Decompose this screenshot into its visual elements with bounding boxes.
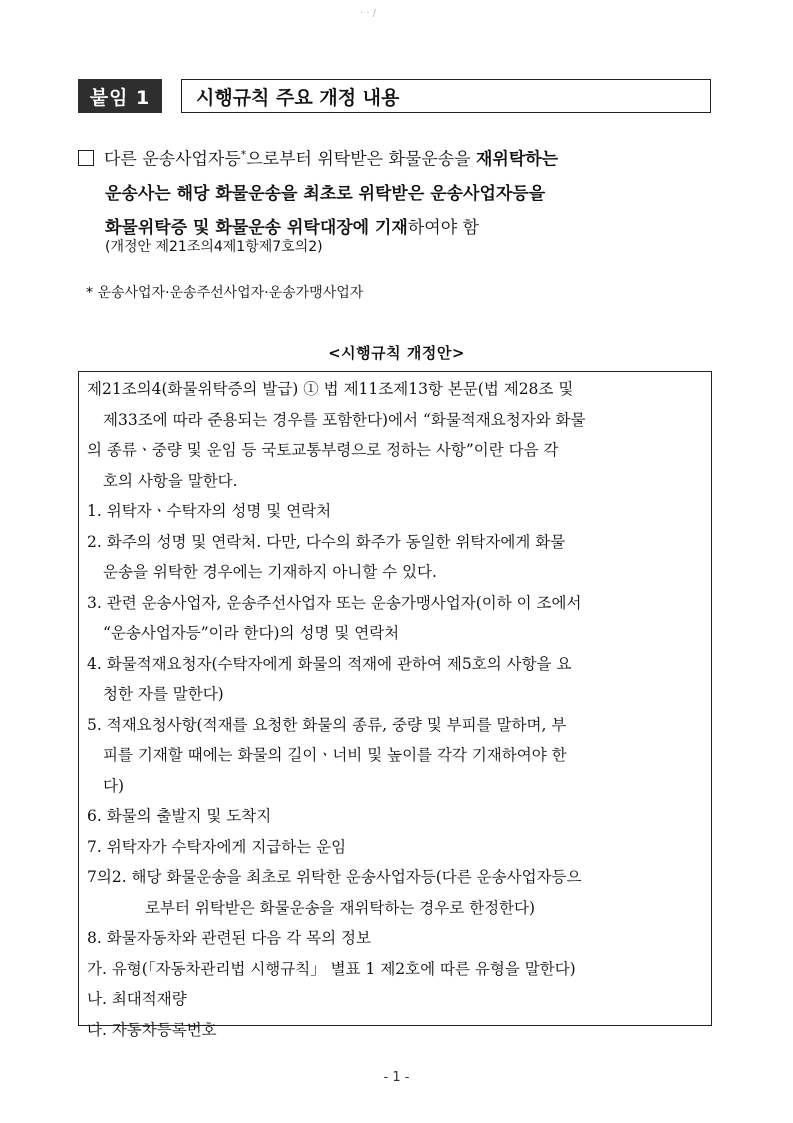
attachment-badge: 붙임 1 <box>78 79 162 113</box>
legal-reference: (개정안 제21조의4제1항제7호의2) <box>105 239 323 255</box>
regulation-text-box <box>78 371 712 1039</box>
regulation-line: 5. 적재요청사항(적재를 요청한 화물의 종류, 중량 및 부피를 말하며, 부 <box>87 715 567 734</box>
checkbox-icon <box>78 150 94 166</box>
regulation-line: 4. 화물적재요청자(수탁자에게 화물의 적재에 관하여 제5호의 사항을 요 <box>87 654 572 673</box>
regulation-line: 호의 사항을 말한다. <box>103 471 238 490</box>
summary-text-b: 으로부터 위탁받은 화물운송을 <box>246 149 476 170</box>
footnote: * 운송사업자·운송주선사업자·운송가맹사업자 <box>86 285 364 301</box>
summary-line-1 <box>78 138 718 177</box>
section-title: <시행규칙 개정안> <box>328 344 465 362</box>
summary-line-2: 운송사는 해당 화물운송을 최초로 위탁받은 운송사업자등을 <box>105 183 546 204</box>
regulation-line: 3. 관련 운송사업자, 운송주선사업자 또는 운송가맹사업자(이하 이 조에서 <box>87 593 582 612</box>
regulation-line: 운송을 위탁한 경우에는 기재하지 아니할 수 있다. <box>103 563 437 581</box>
summary-text-a: 다른 운송사업자등 <box>104 149 241 170</box>
regulation-line: 로부터 위탁받은 화물운송을 재위탁하는 경우로 한정한다) <box>145 898 536 917</box>
regulation-line: 의 종류ㆍ중량 및 운임 등 국토교통부령으로 정하는 사항”이란 다음 각 <box>87 441 559 459</box>
summary-text-bold-a: 재위탁하는 <box>475 149 559 170</box>
regulation-line: 나. 최대적재량 <box>87 990 187 1008</box>
scan-mark: · · / <box>360 8 377 19</box>
summary-text-bold-b: 화물위탁증 및 화물운송 위탁대장에 기재 <box>105 217 408 238</box>
regulation-line: 6. 화물의 출발지 및 도착지 <box>87 807 272 825</box>
summary-text-c: 하여야 함 <box>407 217 479 238</box>
regulation-line: 청한 자를 말한다) <box>103 685 224 703</box>
regulation-line: 제21조의4(화물위탁증의 발급) ① 법 제11조제13항 본문(법 제28조 및 <box>87 380 574 398</box>
regulation-line: 7의2. 해당 화물운송을 최초로 위탁한 운송사업자등(다른 운송사업자등으 <box>87 868 582 886</box>
document-header <box>78 79 711 113</box>
page-number: - 1 - <box>383 1070 410 1085</box>
regulation-line: 7. 위탁자가 수탁자에게 지급하는 운임 <box>87 837 347 856</box>
regulation-line: 2. 화주의 성명 및 연락처. 다만, 다수의 화주가 동일한 위탁자에게 화물 <box>87 532 566 551</box>
regulation-line: 피를 기재할 때에는 화물의 길이ㆍ너비 및 높이를 각각 기재하여야 한 <box>103 746 567 764</box>
footnote-marker: * <box>240 148 247 161</box>
regulation-line: 8. 화물자동차와 관련된 다음 각 목의 정보 <box>87 929 371 947</box>
regulation-line: 1. 위탁자ㆍ수탁자의 성명 및 연락처 <box>87 502 332 520</box>
regulation-line: 가. 유형(「자동차관리법 시행규칙」 별표 1 제2호에 따른 유형을 말한다) <box>87 959 576 978</box>
regulation-line: 제33조에 따라 준용되는 경우를 포함한다)에서 “화물적재요청자와 화물 <box>103 410 586 429</box>
document-title: 시행규칙 주요 개정 내용 <box>181 79 711 113</box>
regulation-line: 다. 자동차등록번호 <box>87 1020 217 1039</box>
regulation-line: “운송사업자등”이라 한다)의 성명 및 연락처 <box>103 624 400 642</box>
regulation-line: 다) <box>103 776 125 795</box>
summary-block <box>78 138 718 245</box>
